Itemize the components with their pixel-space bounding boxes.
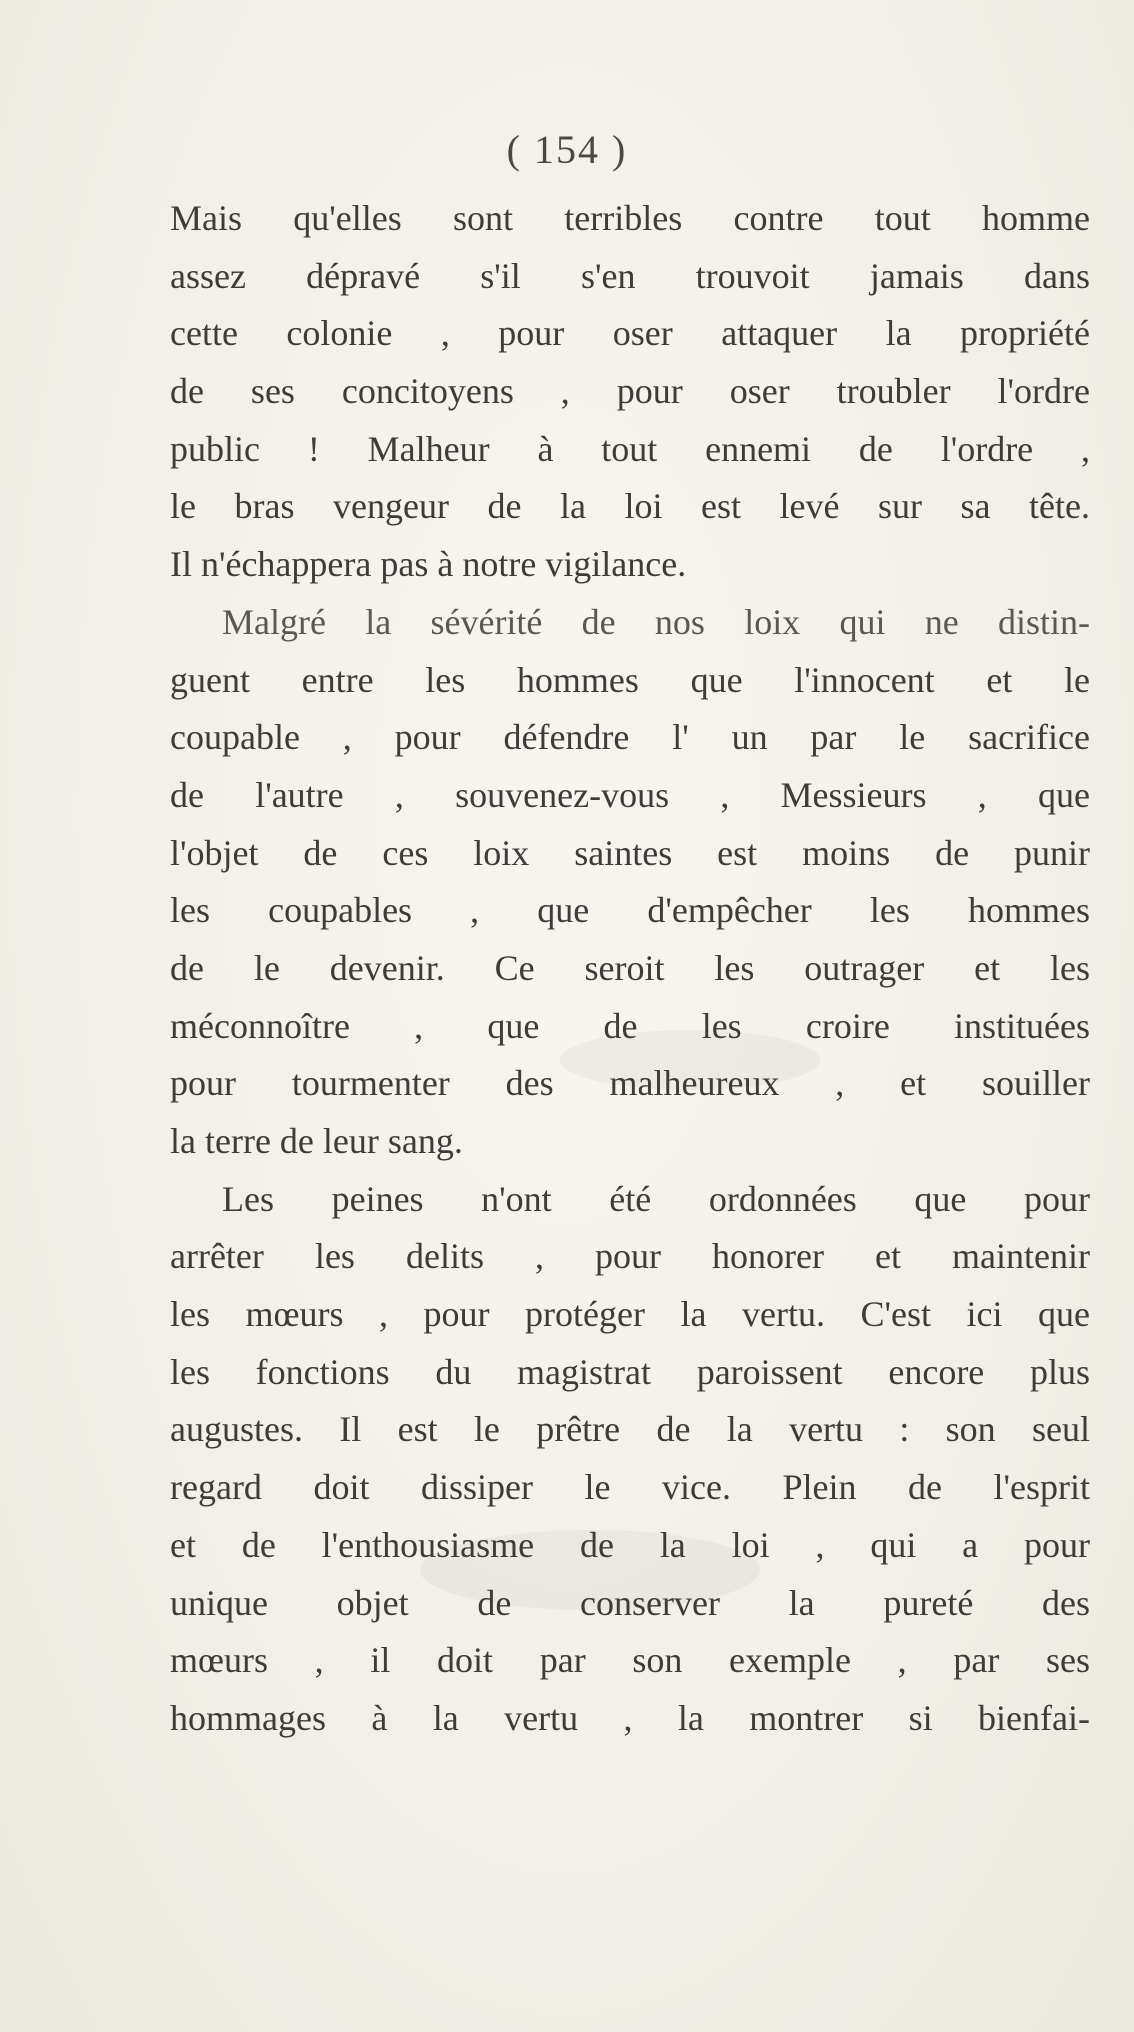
text-line: et de l'enthousiasme de la loi , qui a pour (170, 1524, 1090, 1565)
text-line: assez dépravé s'il s'en trouvoit jamais dans (170, 255, 1090, 296)
text-line: de ses concitoyens , pour oser troubler l'ordre (170, 371, 1090, 412)
paragraph (170, 1171, 1090, 1748)
text-line: mœurs , il doit par son exemple , par ses (170, 1640, 1090, 1681)
text-line: méconnoître , que de les croire instituées (170, 1005, 1090, 1046)
text-line: cette colonie , pour oser attaquer la propriété (170, 313, 1090, 354)
text-line: la terre de leur sang. (170, 1121, 463, 1161)
body-text (170, 190, 1090, 1748)
text-line: guent entre les hommes que l'innocent et le (170, 659, 1090, 700)
text-line: les fonctions du magistrat paroissent encore plus (170, 1351, 1090, 1392)
page-number: ( 154 ) (506, 127, 628, 172)
text-line: Mais qu'elles sont terribles contre tout homme (170, 198, 1090, 238)
text-line: pour tourmenter des malheureux , et souiller (170, 1063, 1090, 1104)
text-line: public ! Malheur à tout ennemi de l'ordre , (170, 428, 1090, 469)
paragraph (170, 594, 1090, 1171)
text-line: le bras vengeur de la loi est levé sur sa tête. (170, 486, 1090, 527)
text-line: l'objet de ces loix saintes est moins de punir (170, 832, 1090, 873)
paragraph (170, 190, 1090, 594)
text-line: regard doit dissiper le vice. Plein de l'esprit (170, 1467, 1090, 1508)
text-line: les mœurs , pour protéger la vertu. C'est ici que (170, 1294, 1090, 1335)
text-line: coupable , pour défendre l' un par le sacrifice (170, 717, 1090, 758)
text-line: Les peines n'ont été ordonnées que pour (222, 1178, 1090, 1219)
text-line: de le devenir. Ce seroit les outrager et les (170, 947, 1090, 988)
text-line: hommages à la vertu , la montrer si bienfai- (170, 1697, 1090, 1738)
text-line: arrêter les delits , pour honorer et maintenir (170, 1236, 1090, 1277)
text-line: Malgré la sévérité de nos loix qui ne distin- (222, 601, 1090, 642)
text-line: unique objet de conserver la pureté des (170, 1582, 1090, 1623)
text-line: augustes. Il est le prêtre de la vertu : son seul (170, 1409, 1090, 1450)
text-line: les coupables , que d'empêcher les hommes (170, 890, 1090, 931)
text-line: de l'autre , souvenez-vous , Messieurs , que (170, 774, 1090, 815)
text-line: Il n'échappera pas à notre vigilance. (170, 544, 687, 585)
